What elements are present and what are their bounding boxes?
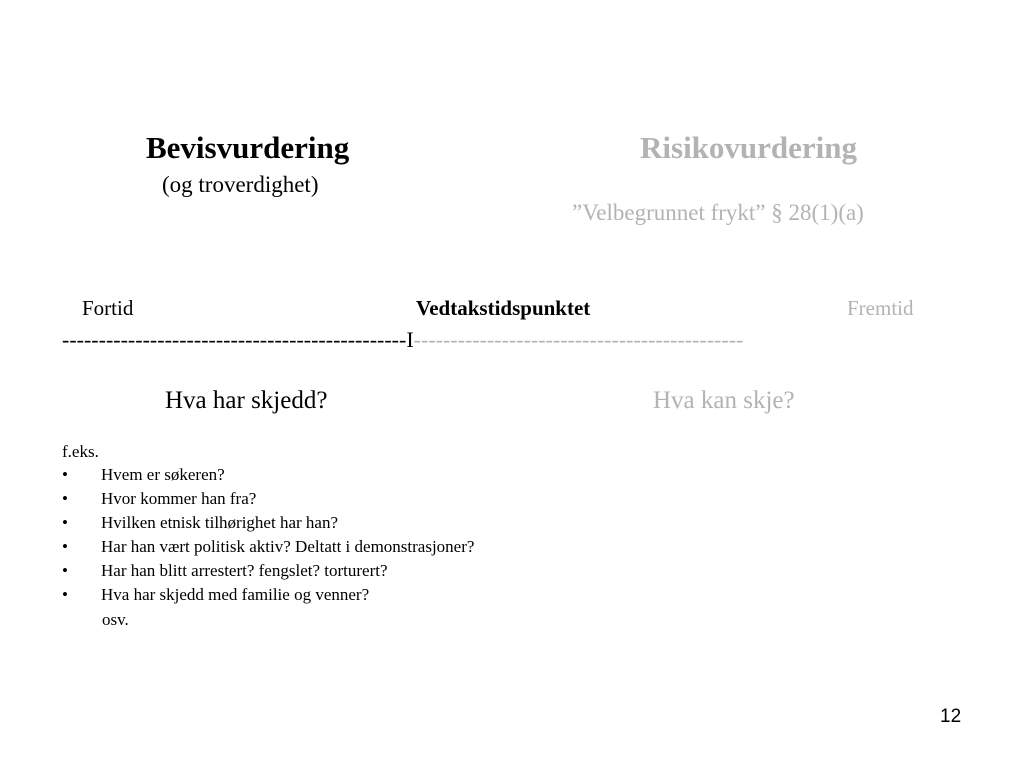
list-item-text: Hvor kommer han fra? bbox=[101, 489, 257, 508]
list-item-text: Hvilken etnisk tilhørighet har han? bbox=[101, 513, 338, 532]
past-question: Hva har skjedd? bbox=[165, 387, 328, 414]
risk-assessment-heading: Risikovurdering bbox=[640, 130, 858, 165]
timeline-future-label: Fremtid bbox=[847, 296, 914, 320]
risk-assessment-subtitle: ”Velbegrunnet frykt” § 28(1)(a) bbox=[572, 200, 864, 225]
bullet-icon: • bbox=[62, 585, 68, 604]
list-item-text: Har han blitt arrestert? fengslet? torturert? bbox=[101, 561, 388, 580]
list-item-text: Hvem er søkeren? bbox=[101, 465, 225, 484]
examples-outro: osv. bbox=[102, 610, 129, 629]
bullet-icon: • bbox=[62, 561, 68, 580]
timeline-decision-label: Vedtakstidspunktet bbox=[416, 296, 591, 320]
bullet-icon: • bbox=[62, 513, 68, 532]
list-item-text: Hva har skjedd med familie og venner? bbox=[101, 585, 370, 604]
examples-intro: f.eks. bbox=[62, 442, 99, 461]
evidence-assessment-heading: Bevisvurdering bbox=[146, 130, 350, 165]
bullet-icon: • bbox=[62, 537, 68, 556]
timeline-decision-marker: I bbox=[406, 327, 414, 352]
list-item-text: Har han vært politisk aktiv? Deltatt i demonstrasjoner? bbox=[101, 537, 475, 556]
bullet-icon: • bbox=[62, 489, 68, 508]
page-number: 12 bbox=[940, 706, 962, 727]
timeline-past-label: Fortid bbox=[82, 296, 134, 320]
evidence-assessment-subtitle: (og troverdighet) bbox=[162, 172, 319, 197]
timeline-past-dashes: ----------------------------------------------- bbox=[62, 327, 407, 352]
future-question: Hva kan skje? bbox=[653, 387, 795, 414]
timeline-line bbox=[62, 327, 743, 353]
bullet-icon: • bbox=[62, 465, 68, 484]
timeline-future-dashes: --------------------------------------------- bbox=[413, 327, 744, 352]
